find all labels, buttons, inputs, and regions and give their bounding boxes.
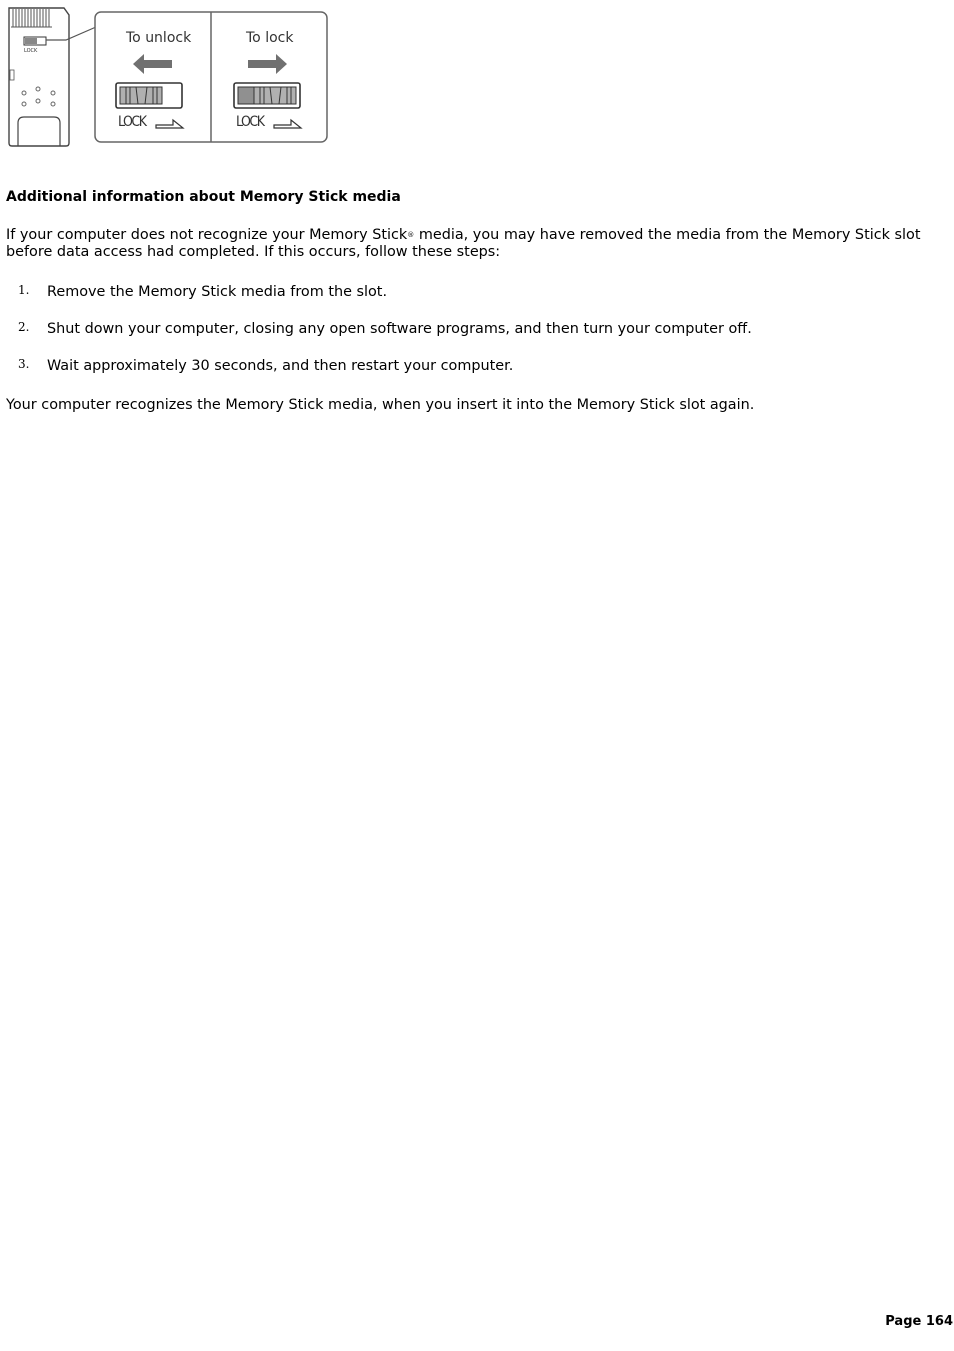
registered-mark: ® xyxy=(407,231,415,239)
step-number: 3. xyxy=(18,357,30,371)
lock-switch-label: LOCK xyxy=(236,114,264,130)
step-text: Shut down your computer, closing any open software programs, and then turn your computer off. xyxy=(47,321,752,337)
intro-paragraph xyxy=(6,227,936,261)
svg-text:LOCK: LOCK xyxy=(24,48,38,54)
list-item xyxy=(0,280,930,304)
section-title: Additional information about Memory Stick media xyxy=(6,189,401,205)
memory-stick-lock-illustration xyxy=(6,5,330,149)
intro-text-start: If your computer does not recognize your Memory Stick xyxy=(6,227,408,243)
to-lock-label: To lock xyxy=(246,30,294,46)
step-number: 2. xyxy=(18,320,30,334)
page-number: Page 164 xyxy=(885,1314,953,1329)
unlock-switch-label: LOCK xyxy=(118,114,146,130)
step-text: Wait approximately 30 seconds, and then restart your computer. xyxy=(47,358,514,374)
step-number: 1. xyxy=(18,283,30,297)
intro-text-end: media, you may have removed the media from the Memory Stick slot before data access had completed. If this occurs, follow these steps: xyxy=(6,227,921,260)
list-item xyxy=(0,317,930,341)
to-unlock-label: To unlock xyxy=(126,30,192,46)
step-text: Remove the Memory Stick media from the slot. xyxy=(47,284,388,300)
list-item xyxy=(0,354,930,378)
closing-paragraph: Your computer recognizes the Memory Stick media, when you insert it into the Memory Stick slot again. xyxy=(6,397,755,413)
memory-stick-card xyxy=(9,8,69,146)
